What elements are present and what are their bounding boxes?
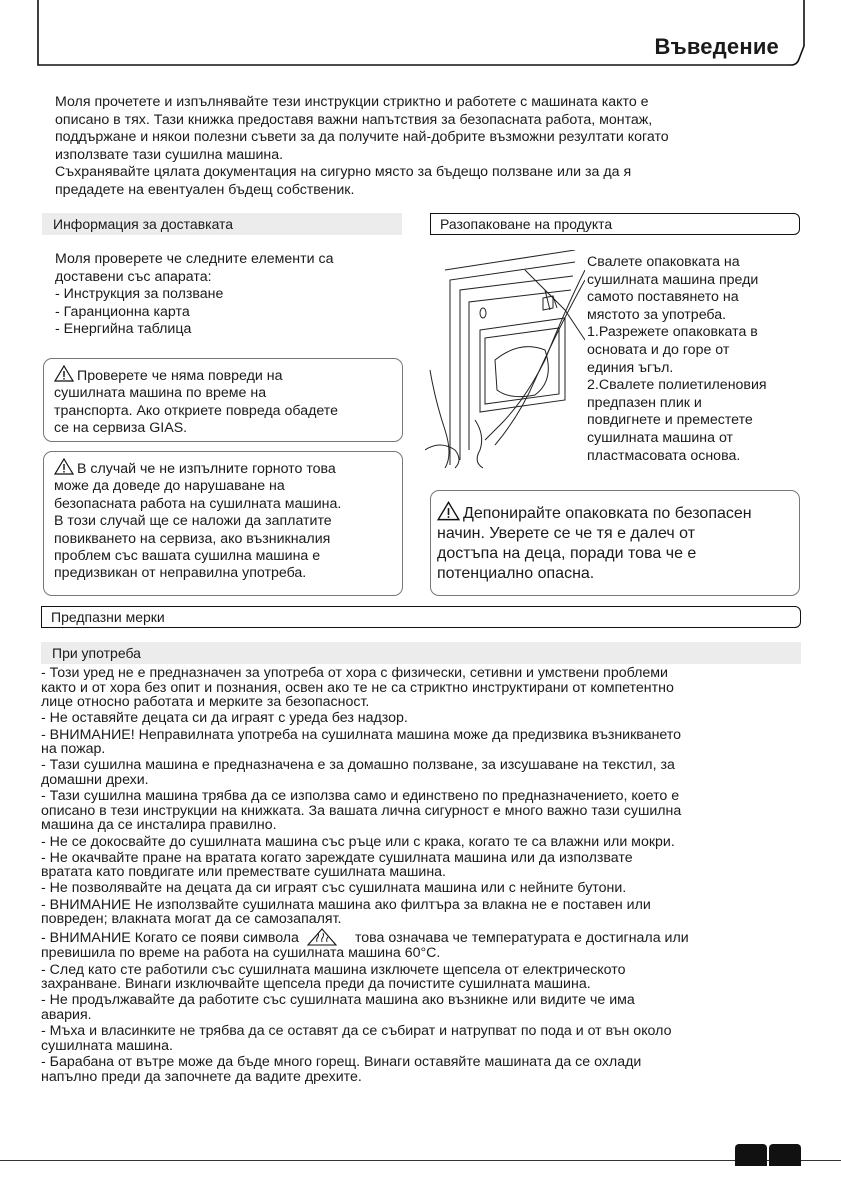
- page-marker-left: [735, 1144, 767, 1166]
- precaution-line: лице относно работата и мерките за безопасност.: [41, 694, 370, 711]
- intro-line: използвате тази сушилна машина.: [55, 146, 284, 163]
- unpacking-line: основата и до горе от: [587, 341, 730, 358]
- precaution-item: [41, 789, 831, 833]
- intro-line: Съхранявайте цялата документация на сигурно място за бъдещо ползване или за да я: [55, 164, 632, 181]
- unpacking-heading: Разопаковане на продукта: [430, 213, 800, 235]
- delivery-line: - Гаранционна карта: [55, 303, 190, 320]
- precaution-line: описано в тези инструкции на книжката. За вашата лична сигурност е много важно тази сушилна: [41, 802, 682, 819]
- warning-line: безопасната работа на сушилната машина.: [54, 495, 342, 512]
- precaution-line: повреден; влакната могат да се самозапалят.: [41, 911, 342, 928]
- unpacking-line: мястото за употреба.: [587, 306, 727, 323]
- precaution-item: [41, 711, 831, 726]
- precaution-line: - Не оставяйте децата си да играят с уреда без надзор.: [41, 710, 408, 727]
- precaution-item: [41, 728, 831, 757]
- warning-line: Проверете че няма повреди на: [77, 368, 283, 384]
- unpacking-line: 2.Свалете полиетиленовия: [587, 377, 767, 394]
- precaution-item: [41, 963, 831, 992]
- warning-triangle-icon: [437, 501, 460, 521]
- precaution-item: [41, 881, 831, 896]
- delivery-line: Моля проверете че следните елементи са: [55, 251, 334, 267]
- intro-line: поддържане и някои полезни съвети за да получите най-добрите възможни резултати когато: [55, 129, 669, 146]
- warning-line: В този случай ще се наложи да заплатите: [54, 513, 332, 530]
- precaution-line: - След като сте работили със сушилната машина изключете щепсела от електрическото: [41, 961, 626, 978]
- precaution-item: [41, 898, 831, 927]
- usage-precautions-list: [41, 666, 831, 1086]
- warning-triangle-icon: [54, 458, 74, 475]
- precaution-line: - Не се докосвайте до сушилната машина със ръце или с крака, когато те са влажни или мокри.: [41, 833, 675, 850]
- unpacking-line: сушилната машина преди: [587, 271, 759, 288]
- precaution-line: сушилната машина.: [41, 1037, 173, 1054]
- precaution-item: [41, 1024, 831, 1053]
- unpacking-line: самото поставянето на: [587, 289, 739, 306]
- warning-line: начин. Уверете се че тя е далеч от: [437, 525, 696, 542]
- intro-line: описано в тях. Тази книжка предоставя важни напътствия за безопасната работа, монтаж,: [55, 111, 653, 128]
- unpacking-instructions: [587, 254, 807, 465]
- precaution-line: - Не позволявайте на децата да си играят със сушилната машина или с нейните бутони.: [41, 880, 627, 897]
- warning-line: предизвикан от неправилна употреба.: [54, 565, 307, 582]
- precaution-item: [41, 1055, 831, 1084]
- unpacking-line: Свалете опаковката на: [587, 254, 740, 270]
- warning-line: проблем със вашата сушилна машина е: [54, 548, 321, 565]
- warning-line: се на сервиза GIAS.: [54, 420, 188, 437]
- precaution-line: - Не окачвайте пране на вратата когато зареждате сушилната машина или да използвате: [41, 849, 633, 866]
- warning-line: достъпа на деца, поради това че е: [437, 545, 697, 562]
- intro-line: предадете на евентуален бъдещ собственик.: [55, 181, 355, 198]
- unpacking-line: повдигнете и преместете: [587, 412, 753, 429]
- warning-line: потенциално опасна.: [437, 565, 595, 582]
- unpacking-line: пластмасовата основа.: [587, 447, 741, 464]
- hot-item-after: това означава че температурата е достигнала или: [354, 930, 689, 947]
- precaution-line: на пожар.: [41, 741, 106, 758]
- warning-line: сушилната машина по време на: [54, 385, 267, 402]
- footer-rule: [0, 1160, 841, 1161]
- warning-triangle-icon: [54, 365, 74, 382]
- precaution-line: авария.: [41, 1007, 92, 1023]
- warning-line: В случай че не изпълните горното това: [77, 461, 336, 477]
- intro-text: [55, 94, 815, 200]
- precaution-line: - Този уред не е предназначен за употреба от хора с физически, сетивни и умствени проблеми: [41, 665, 668, 681]
- dryer-unpacking-illustration: [425, 250, 585, 472]
- delivery-line: - Инструкция за ползване: [55, 286, 224, 303]
- packaging-disposal-warning: [430, 490, 800, 596]
- precautions-items: [41, 666, 831, 927]
- delivery-line: - Енергийна таблица: [55, 321, 192, 338]
- warning-line: повикването на сервиза, ако възникналия: [54, 530, 331, 547]
- hot-item-line2: превишила по време на работа на сушилната машина 60°C.: [41, 945, 441, 962]
- precautions-items-2: [41, 963, 831, 1085]
- precaution-item: [41, 758, 831, 787]
- precaution-line: напълно преди да започнете да вадите дрехите.: [41, 1068, 362, 1085]
- delivery-line: доставени със апарата:: [55, 268, 212, 285]
- precaution-line: - Мъха и власинките не трябва да се оставят да се събират и натрупват по пода и от вън около: [41, 1023, 672, 1040]
- precaution-line: - Не продължавайте да работите със сушилната машина ако възникне или видите че има: [41, 992, 635, 1009]
- misuse-warning: [43, 451, 403, 596]
- precaution-line: както и от хора без опит и познания, освен ако те не са стриктно инструктирани от компетентно: [41, 679, 674, 696]
- transport-damage-warning: [43, 358, 403, 442]
- warning-line: Депонирайте опаковката по безопасен: [463, 505, 752, 522]
- hot-surface-item: [41, 928, 831, 961]
- page-title: Въведение: [654, 34, 779, 59]
- intro-line: Моля прочетете и изпълнявайте тези инструкции стриктно и работете с машината както е: [55, 94, 649, 110]
- precaution-line: - Тази сушилна машина трябва да се използва само и единствено по предназначението, което е: [41, 788, 680, 805]
- precaution-item: [41, 851, 831, 880]
- warning-line: транспорта. Ако откриете повреда обадете: [54, 402, 339, 419]
- delivery-heading: Информация за доставката: [42, 213, 402, 235]
- precaution-item: [41, 993, 831, 1022]
- unpacking-line: 1.Разрежете опаковката в: [587, 324, 758, 341]
- unpacking-line: сушилната машина от: [587, 429, 734, 446]
- precaution-item: [41, 835, 831, 850]
- delivery-list: [55, 251, 400, 339]
- precaution-line: - ВНИМАНИЕ Не използвайте сушилната машина ако филтъра за влакна не е поставен или: [41, 896, 651, 913]
- precaution-line: - ВНИМАНИЕ! Неправилната употреба на сушилната машина може да предизвика възникването: [41, 726, 682, 743]
- unpacking-line: единия ъгъл.: [587, 359, 674, 376]
- precaution-line: домашни дрехи.: [41, 771, 149, 788]
- hot-surface-icon: [307, 928, 337, 946]
- unpacking-line: предпазен плик и: [587, 394, 702, 411]
- page-marker-right: [769, 1144, 801, 1166]
- precautions-heading: Предпазни мерки: [41, 606, 801, 628]
- usage-subheading: При употреба: [41, 642, 801, 664]
- precaution-line: захранване. Винаги изключвайте щепсела преди да почистите сушилната машина.: [41, 976, 591, 993]
- precaution-line: - Тази сушилна машина е предназначена е за домашно ползване, за изсушаване на текстил, за: [41, 757, 675, 774]
- warning-line: може да доведе до нарушаване на: [54, 478, 285, 495]
- precaution-line: машина да се инсталира правилно.: [41, 817, 277, 834]
- precaution-item: [41, 666, 831, 710]
- precaution-line: - Барабана от вътре може да бъде много горещ. Винаги оставяйте машината да се охлади: [41, 1053, 642, 1070]
- precaution-line: вратата като повдигате или премествате сушилната машина.: [41, 864, 446, 881]
- hot-item-before: - ВНИМАНИЕ Когато се появи символа: [41, 930, 299, 947]
